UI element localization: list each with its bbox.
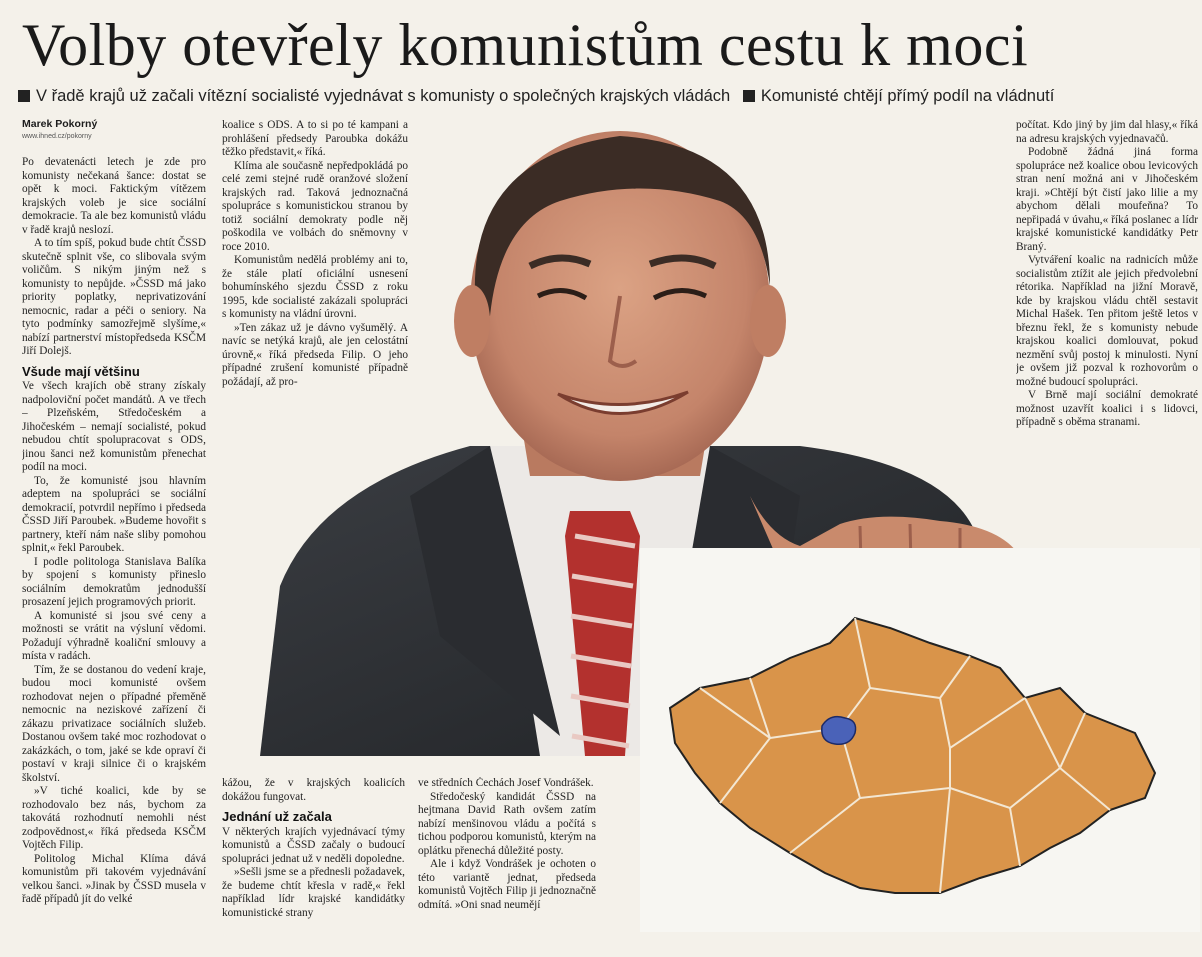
headline: Volby otevřely komunistům cestu k moci — [22, 12, 1029, 78]
section-heading: Všude mají většinu — [22, 363, 140, 379]
article-column-2-bottom — [222, 777, 405, 947]
paragraph: Komunistům nedělá problémy ani to, že stále platí oficiální usnesení bohumínského sjezdu ČSSD z roku 1995, kde socialisté zakázali spolupráci s komunisty na vládní úrovni. — [222, 254, 408, 320]
byline-author: Marek Pokorný — [22, 118, 98, 130]
paragraph: »Ten zákaz už je dávno vyšumělý. A navíc se netýká krajů, ale jen celostátní úrovně,« říká předseda Filip. O jeho případné zrušení komunisté případně požádají, až pro- — [222, 321, 408, 388]
paragraph: Klíma ale současně nepředpokládá po celé zemi stejné rudě oranžové složení krajských rad. Taková jednoznačná spolupráce s komunistickou stranou by totiž sociální demokraty podle něj poškodila ve volbách do sněmovny v roce 2010. — [222, 159, 408, 253]
paragraph: Podobně žádná jiná forma spolupráce než koalice obou levicových stran není možná ani v Jihočeském kraji. »Chtějí být čistí jako lilie a my abychom dělali moufeňna? To nepřipadá v úvahu,« říká poslanec a lídr krajské komunistické kandidátky Petr Braný. — [1016, 146, 1198, 253]
subhead-part1: V řadě krajů už začali vítězní socialisté vyjednávat s komunisty o společných krajských vládách — [36, 87, 731, 105]
paragraph: »V tiché koalici, kde by se rozhodovalo bez nás, bychom za takovátá rozhodnutí nemohli nést zodpovědnost,« říká předseda KSČM Vojtěch Filip. — [22, 785, 206, 851]
bullet-square-icon — [743, 90, 755, 102]
map-region-prague — [822, 717, 856, 745]
paragraph: »Sešli jsme se a přednesli požadavek, že budeme chtít křesla v radě,« řekl například lídr krajské kandidátky komunistické strany — [222, 866, 405, 919]
bullet-square-icon — [18, 90, 30, 102]
article-column-4 — [1016, 119, 1198, 459]
paragraph: V některých krajích vyjednávací týmy komunistů a ČSSD začaly o budoucí spolupráci jednat už v neděli dopoledne. — [222, 825, 405, 865]
paragraph: ve středních Čechách Josef Vondrášek. — [418, 777, 594, 789]
czech-regions-map — [640, 548, 1200, 932]
paragraph: Středočeský kandidát ČSSD na hejtmana David Rath ovšem zatím nabízí menšinovou vládu a počítá s tichou podporou komunistů, kterým na oplátku přenechá důležité posty. — [418, 790, 596, 857]
subhead-part2: Komunisté chtějí přímý podíl na vládnutí — [760, 87, 1055, 105]
paragraph: A to tím spíš, pokud bude chtít ČSSD skutečně splnit vše, co slibovala svým voličům. S nikým jiným než s komunisty to nepůjde. »ČSSD má jako priority poplatky, neprivatizování nemocnic, radar a péči o seniory. Na tyto podmínky samozřejmě slyšíme,« nabízí partnerství místopředseda KSČM Jiří Dolejš. — [22, 237, 206, 357]
article-column-1 — [22, 156, 206, 946]
paragraph: Ale i když Vondrášek je ochoten o této variantě jednat, předseda komunistů Vojtěch Filip ji jednoznačně odmítá. »Oni snad neumějí — [418, 858, 596, 911]
paragraph: Vytváření koalic na radnicích může socialistům ztížit ale jejich předvolební rétorika. Například na jižní Moravě, kde by krajskou vládu chtěl sestavit Michal Hašek. Ten přitom ještě letos v březnu řekl, že s komunisty nebude krajskou koalici domlouvat, pokud nezmění svůj postoj k minulosti. Nyní je ovšem již pozval k rozhovorům o možné budoucí spolupráci. — [1016, 254, 1198, 388]
subheadline — [18, 86, 1198, 106]
paragraph: V Brně mají sociální demokraté možnost uzavřít koalici i s lidovci, případně s oběma stranami. — [1016, 389, 1198, 428]
paragraph: To, že komunisté jsou hlavním adeptem na spolupráci se sociální demokracií, potvrdil nepřímo i předseda ČSSD Jiří Paroubek. »Budeme hovořit s partnery, kteří nám naše sliby pomohou splnit,« řekl Paroubek. — [22, 474, 206, 554]
paragraph: koalice s ODS. A to si po té kampani a prohlášení předsedy Paroubka dokážu těžko představit,« říká. — [222, 119, 408, 158]
byline-url: www.ihned.cz/pokorny — [22, 133, 92, 140]
paragraph: počítat. Kdo jiný by jim dal hlasy,« říká na adresu krajských vyjednavačů. — [1016, 119, 1198, 145]
paragraph: Po devatenácti letech je zde pro komunisty nečekaná šance: dostat se opět k moci. Faktickým vítězem krajských voleb je sice sociální demokracie. Ta ale bez komunistů vládu v řadě krajů neslozí. — [22, 156, 206, 236]
paragraph: kážou, že v krajských koalicích dokážou fungovat. — [222, 777, 405, 803]
paragraph: I podle politologa Stanislava Balíka by spojení s komunisty přineslo sociálním demokratům jednodušší prosazení jejich programových priorit. — [22, 555, 206, 608]
section-heading: Jednání už začala — [222, 809, 332, 824]
paragraph: Ve všech krajích obě strany získaly nadpoloviční počet mandátů. A ve třech – Plzeňském, Středočeském a Jihočeském – nemají socialisté, pokud nebudou chtít spolupracovat s ODS, jinou šanci než komunistům přenechat podíl na moci. — [22, 380, 206, 473]
paragraph: A komunisté si jsou své ceny a možnosti se vrátit na výsluní vědomi. Požadují výhradně koaliční smlouvy a místa v radách. — [22, 609, 206, 662]
paragraph: Politolog Michal Klíma dává komunistům při takovém vyjednávání velkou šanci. »Jinak by ČSSD musela v řadě případů jít do velké — [22, 852, 206, 905]
article-column-3-bottom — [418, 777, 596, 947]
paragraph: Tím, že se dostanou do vedení kraje, budou moci komunisté ovšem rozhodovat nejen o případné přeměně nemocnic na neziskové zařízení či zákazu privatizace sociálních služeb. Dostanou ovšem také moc rozhodovat o zakázkách, o tom, jaké se kde opraví či postaví v kraji silnice či o krajském školství. — [22, 663, 206, 784]
